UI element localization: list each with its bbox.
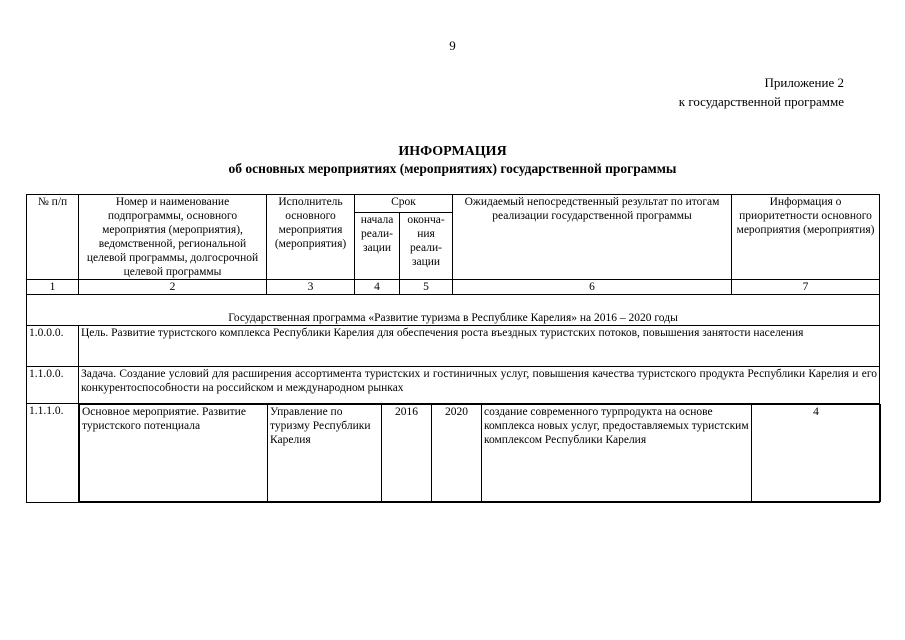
- activity-cells: [79, 404, 880, 503]
- header-col-end: оконча-ния реали-зации: [400, 212, 453, 279]
- activity-end-year: 2020: [432, 405, 482, 502]
- activities-table: [26, 194, 880, 503]
- activity-start-year: 2016: [382, 405, 432, 502]
- activity-inner-table: [79, 404, 881, 502]
- column-number: 4: [355, 280, 400, 295]
- column-number: 1: [27, 280, 79, 295]
- header-col-priority: Информация о приоритетности основного мероприятия (мероприятия): [732, 195, 880, 280]
- header-col-start: начала реали-зации: [355, 212, 400, 279]
- goal-row: [27, 326, 880, 367]
- activity-result: создание современного турпродукта на основе комплекса новых услуг, предоставляемых туристским комплексом Республики Карелия: [482, 405, 752, 502]
- appendix-note: [679, 73, 844, 111]
- activity-row: [27, 404, 880, 503]
- program-row: [27, 295, 880, 326]
- task-text: Задача. Создание условий для расширения ассортимента туристских и гостиничных услуг, повышения качества туристского продукта Республики Карелия и его конкурентоспособности на российском и международном рынках: [79, 367, 880, 404]
- column-number: 7: [732, 280, 880, 295]
- header-col-name: Номер и наименование подпрограммы, основного мероприятия (мероприятия), ведомственной, региональной целевой программы, долгосрочной целевой программы: [79, 195, 267, 280]
- activity-priority: 4: [752, 405, 881, 502]
- goal-code: 1.0.0.0.: [27, 326, 79, 367]
- column-number: 6: [453, 280, 732, 295]
- page-number: 9: [449, 38, 456, 53]
- activity-name: Основное мероприятие. Развитие туристского потенциала: [80, 405, 268, 502]
- appendix-line-1: Приложение 2: [764, 75, 844, 90]
- column-number: 2: [79, 280, 267, 295]
- document-title: [0, 143, 905, 177]
- column-numbers-row: [27, 280, 880, 295]
- column-number: 5: [400, 280, 453, 295]
- activity-code: 1.1.1.0.: [27, 404, 79, 503]
- task-row: [27, 367, 880, 404]
- title-main: ИНФОРМАЦИЯ: [398, 144, 507, 159]
- header-col-term: Срок: [355, 195, 453, 213]
- activity-executor: Управление по туризму Республики Карелия: [268, 405, 382, 502]
- title-sub: об основных мероприятиях (мероприятиях) государственной программы: [228, 161, 677, 176]
- header-col-result: Ожидаемый непосредственный результат по итогам реализации государственной программы: [453, 195, 732, 280]
- header-row: [27, 195, 880, 213]
- appendix-line-2: к государственной программе: [678, 94, 844, 109]
- header-col-number: № п/п: [27, 195, 79, 280]
- program-title: Государственная программа «Развитие туризма в Республике Карелия» на 2016 – 2020 годы: [27, 295, 880, 326]
- goal-text: Цель. Развитие туристского комплекса Республики Карелия для обеспечения роста въездных туристских потоков, повышения занятости населения: [79, 326, 880, 367]
- task-code: 1.1.0.0.: [27, 367, 79, 404]
- column-number: 3: [267, 280, 355, 295]
- header-col-executor: Исполнитель основного мероприятия (мероприятия): [267, 195, 355, 280]
